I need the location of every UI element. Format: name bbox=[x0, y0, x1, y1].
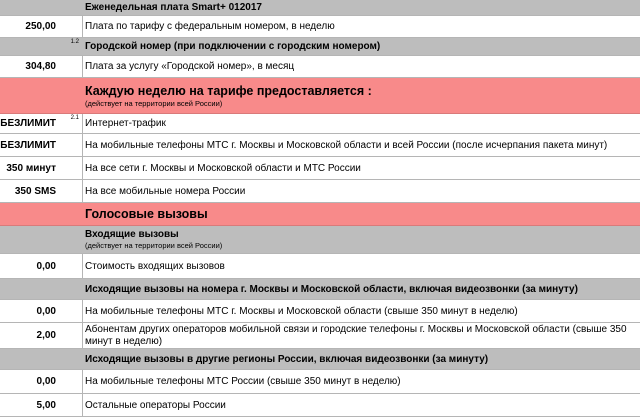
table-row bbox=[0, 114, 640, 134]
section-title: Голосовые вызовы bbox=[85, 207, 208, 221]
value-cell: 250,00 bbox=[25, 21, 56, 32]
value-cell bbox=[0, 226, 62, 253]
section-city-number-header bbox=[0, 38, 640, 56]
description-cell: Абонентам других операторов мобильной связи и городские телефоны г. Москвы и Московской области (свыше 350 минут в неделю) bbox=[85, 323, 627, 347]
value-cell bbox=[0, 203, 62, 225]
value-cell bbox=[0, 0, 62, 15]
table-row bbox=[0, 16, 640, 38]
section-title: Исходящие вызовы на номера г. Москвы и Московской области, включая видеозвонки (за минуту) bbox=[85, 283, 578, 295]
section-title: Еженедельная плата Smart+ 012017 bbox=[85, 2, 262, 13]
value-cell: 0,00 bbox=[36, 260, 56, 272]
description-cell: На мобильные телефоны МТС г. Москвы и Московской области (свыше 350 минут в неделю) bbox=[85, 305, 518, 317]
table-row bbox=[0, 394, 640, 417]
value-cell: БЕЗЛИМИТ bbox=[0, 139, 56, 151]
section-outgoing-regions-header bbox=[0, 349, 640, 370]
value-cell: 2,00 bbox=[36, 330, 56, 341]
section-voice-calls-header bbox=[0, 203, 640, 226]
section-outgoing-moscow-header bbox=[0, 279, 640, 300]
value-cell bbox=[0, 38, 62, 55]
description-cell: Плата за услугу «Городской номер», в месяц bbox=[85, 61, 295, 72]
value-cell bbox=[0, 279, 62, 299]
value-cell: БЕЗЛИМИТ bbox=[0, 118, 56, 129]
description-cell: Интернет-трафик bbox=[85, 118, 166, 129]
description-cell: На все мобильные номера России bbox=[85, 185, 246, 197]
table-row bbox=[0, 254, 640, 279]
footnote-marker: 1.2 bbox=[70, 39, 79, 45]
value-cell: 350 SMS bbox=[14, 185, 56, 197]
section-title: Каждую неделю на тарифе предоставляется : bbox=[85, 83, 372, 98]
value-cell: 350 минут bbox=[6, 162, 56, 174]
value-cell: 304,80 bbox=[25, 61, 56, 72]
description-cell: На мобильные телефоны МТС России (свыше 350 минут в неделю) bbox=[85, 376, 401, 387]
value-cell bbox=[0, 78, 62, 113]
description-cell: Стоимость входящих вызовов bbox=[85, 260, 225, 272]
section-weekly-fee-header bbox=[0, 0, 640, 16]
description-cell: На мобильные телефоны МТС г. Москвы и Московской области и всей России (после исчерпания пакета минут) bbox=[85, 139, 608, 151]
table-row bbox=[0, 300, 640, 323]
value-cell: 5,00 bbox=[36, 399, 56, 411]
footnote-marker: 2.1 bbox=[70, 115, 79, 121]
section-incoming-header bbox=[0, 226, 640, 254]
table-row bbox=[0, 370, 640, 394]
section-note: (действует на территории всей России) bbox=[85, 241, 223, 250]
table-row bbox=[0, 157, 640, 180]
table-row bbox=[0, 180, 640, 203]
section-note: (действует на территории всей России) bbox=[85, 98, 223, 108]
table-row bbox=[0, 323, 640, 349]
table-row bbox=[0, 56, 640, 78]
description-cell: Остальные операторы России bbox=[85, 399, 226, 411]
value-cell bbox=[0, 349, 62, 369]
value-cell: 0,00 bbox=[36, 305, 56, 317]
section-weekly-package-header bbox=[0, 78, 640, 114]
value-cell: 0,00 bbox=[36, 376, 56, 387]
section-title: Городской номер (при подключении с городским номером) bbox=[85, 41, 381, 52]
section-title: Исходящие вызовы в другие регионы России, включая видеозвонки (за минуту) bbox=[85, 353, 489, 365]
section-title: Входящие вызовы bbox=[85, 229, 179, 240]
description-cell: Плата по тарифу с федеральным номером, в неделю bbox=[85, 21, 335, 32]
description-cell: На все сети г. Москвы и Московской области и МТС России bbox=[85, 162, 361, 174]
table-row bbox=[0, 134, 640, 157]
